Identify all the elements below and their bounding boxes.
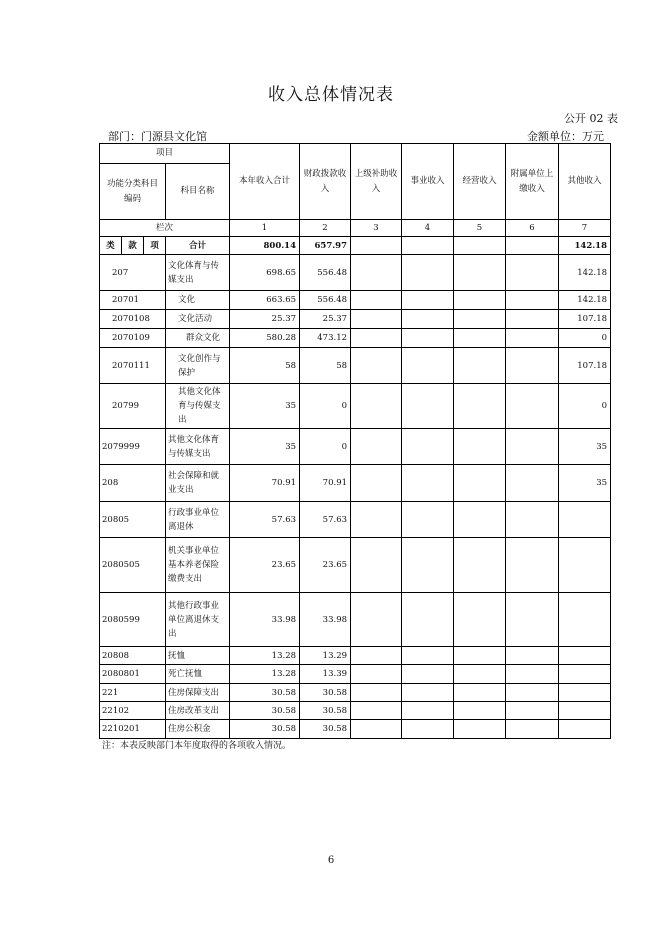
row-operating [454, 593, 506, 647]
row-affiliated [506, 255, 559, 291]
row-subject-name: 住房保障支出 [166, 684, 230, 702]
form-number: 公开 02 表 [564, 112, 618, 125]
row-business [402, 348, 454, 384]
sum-total: 800.14 [230, 237, 300, 255]
row-other [559, 502, 611, 538]
row-affiliated [506, 593, 559, 647]
row-fiscal: 556.48 [300, 255, 351, 291]
row-business [402, 255, 454, 291]
row-subject-name: 其他文化体育与传媒支出 [166, 384, 230, 429]
row-business [402, 684, 454, 702]
table-row [100, 538, 611, 593]
row-upper [351, 593, 402, 647]
table-row [100, 702, 611, 720]
row-subject-name: 抚恤 [166, 647, 230, 665]
row-operating [454, 720, 506, 739]
row-operating [454, 291, 506, 310]
row-subject-name: 其他行政事业单位离退休支出 [166, 593, 230, 647]
row-fiscal: 13.39 [300, 665, 351, 684]
page-number: 6 [327, 855, 335, 866]
row-subject-name: 社会保障和就业支出 [166, 465, 230, 502]
row-operating [454, 310, 506, 329]
row-affiliated [506, 502, 559, 538]
row-subject-name: 机关事业单位基本养老保险缴费支出 [166, 538, 230, 593]
row-business [402, 502, 454, 538]
table-row [100, 310, 611, 329]
row-upper [351, 647, 402, 665]
row-fiscal: 33.98 [300, 593, 351, 647]
row-subject-name: 其他文化体育与传媒支出 [166, 429, 230, 465]
sum-operating [454, 237, 506, 255]
row-other [559, 593, 611, 647]
row-upper [351, 465, 402, 502]
row-total: 13.28 [230, 665, 300, 684]
row-upper [351, 429, 402, 465]
row-fiscal: 473.12 [300, 329, 351, 348]
row-operating [454, 684, 506, 702]
row-operating [454, 384, 506, 429]
row-total: 58 [230, 348, 300, 384]
row-code: 221 [100, 684, 166, 702]
header-total: 本年收入合计 [230, 144, 300, 220]
row-business [402, 291, 454, 310]
row-business [402, 702, 454, 720]
row-upper [351, 291, 402, 310]
income-table [99, 143, 611, 739]
row-fiscal: 58 [300, 348, 351, 384]
row-upper [351, 538, 402, 593]
row-upper [351, 665, 402, 684]
table-row [100, 684, 611, 702]
row-affiliated [506, 684, 559, 702]
row-code: 2070109 [100, 329, 166, 348]
sum-fiscal: 657.97 [300, 237, 351, 255]
row-code: 22102 [100, 702, 166, 720]
col-num: 5 [454, 220, 506, 237]
row-business [402, 310, 454, 329]
header-lei: 类 [100, 237, 122, 255]
row-total: 663.65 [230, 291, 300, 310]
row-other: 35 [559, 429, 611, 465]
row-fiscal: 556.48 [300, 291, 351, 310]
row-business [402, 647, 454, 665]
header-item: 项目 [100, 144, 230, 164]
header-fiscal: 财政拨款收入 [300, 144, 351, 220]
col-num: 3 [351, 220, 402, 237]
row-total: 13.28 [230, 647, 300, 665]
row-fiscal: 25.37 [300, 310, 351, 329]
amount-unit-label: 金额单位：万元 [527, 130, 604, 143]
row-code: 20808 [100, 647, 166, 665]
row-business [402, 329, 454, 348]
row-other: 107.18 [559, 310, 611, 329]
row-upper [351, 348, 402, 384]
header-xiang: 项 [144, 237, 166, 255]
table-row [100, 255, 611, 291]
row-code: 208 [100, 465, 166, 502]
row-subject-name: 住房公积金 [166, 720, 230, 739]
row-other [559, 665, 611, 684]
sum-affiliated [506, 237, 559, 255]
row-operating [454, 665, 506, 684]
col-num: 6 [506, 220, 559, 237]
row-total: 33.98 [230, 593, 300, 647]
table-row [100, 384, 611, 429]
row-operating [454, 502, 506, 538]
row-total: 698.65 [230, 255, 300, 291]
row-affiliated [506, 384, 559, 429]
row-code: 2070108 [100, 310, 166, 329]
row-fiscal: 70.91 [300, 465, 351, 502]
row-affiliated [506, 665, 559, 684]
row-code: 2210201 [100, 720, 166, 739]
row-operating [454, 255, 506, 291]
header-business: 事业收入 [402, 144, 454, 220]
sum-label: 合计 [166, 237, 230, 255]
row-upper [351, 329, 402, 348]
row-total: 35 [230, 384, 300, 429]
row-business [402, 429, 454, 465]
row-total: 580.28 [230, 329, 300, 348]
row-fiscal: 23.65 [300, 538, 351, 593]
row-business [402, 593, 454, 647]
row-upper [351, 310, 402, 329]
row-total: 30.58 [230, 702, 300, 720]
row-other [559, 538, 611, 593]
row-other [559, 647, 611, 665]
row-code: 2080599 [100, 593, 166, 647]
page-title: 收入总体情况表 [268, 85, 394, 105]
row-affiliated [506, 291, 559, 310]
row-fiscal: 57.63 [300, 502, 351, 538]
row-fiscal: 0 [300, 384, 351, 429]
sum-upper [351, 237, 402, 255]
row-other [559, 720, 611, 739]
row-subject-name: 文化体育与传媒支出 [166, 255, 230, 291]
row-upper [351, 684, 402, 702]
row-affiliated [506, 647, 559, 665]
row-code: 2080505 [100, 538, 166, 593]
row-other: 142.18 [559, 255, 611, 291]
header-affiliated: 附属单位上缴收入 [506, 144, 559, 220]
row-operating [454, 429, 506, 465]
department-label: 部门：门源县文化馆 [108, 130, 207, 143]
header-kuan: 款 [122, 237, 144, 255]
row-subject-name: 住房改革支出 [166, 702, 230, 720]
col-num: 4 [402, 220, 454, 237]
table-row [100, 593, 611, 647]
row-other: 107.18 [559, 348, 611, 384]
header-subject-name: 科目名称 [166, 164, 230, 220]
row-fiscal: 13.29 [300, 647, 351, 665]
row-affiliated [506, 538, 559, 593]
row-total: 30.58 [230, 684, 300, 702]
row-code: 20701 [100, 291, 166, 310]
sum-other: 142.18 [559, 237, 611, 255]
row-code: 20799 [100, 384, 166, 429]
row-other: 0 [559, 384, 611, 429]
header-func-code: 功能分类科目编码 [100, 164, 166, 220]
row-subject-name: 文化活动 [166, 310, 230, 329]
row-affiliated [506, 348, 559, 384]
row-business [402, 538, 454, 593]
row-business [402, 384, 454, 429]
row-affiliated [506, 310, 559, 329]
row-other [559, 702, 611, 720]
row-total: 70.91 [230, 465, 300, 502]
row-subject-name: 行政事业单位离退休 [166, 502, 230, 538]
table-row [100, 720, 611, 739]
row-operating [454, 647, 506, 665]
row-code: 20805 [100, 502, 166, 538]
header-operating: 经营收入 [454, 144, 506, 220]
row-upper [351, 720, 402, 739]
row-fiscal: 30.58 [300, 702, 351, 720]
row-other: 35 [559, 465, 611, 502]
row-business [402, 665, 454, 684]
col-num: 1 [230, 220, 300, 237]
row-upper [351, 702, 402, 720]
row-upper [351, 502, 402, 538]
row-operating [454, 465, 506, 502]
table-row [100, 647, 611, 665]
row-affiliated [506, 429, 559, 465]
row-code: 207 [100, 255, 166, 291]
table-row [100, 429, 611, 465]
row-upper [351, 384, 402, 429]
row-subject-name: 群众文化 [166, 329, 230, 348]
row-affiliated [506, 465, 559, 502]
row-total: 57.63 [230, 502, 300, 538]
table-row [100, 502, 611, 538]
row-total: 25.37 [230, 310, 300, 329]
row-affiliated [506, 720, 559, 739]
table-row [100, 465, 611, 502]
row-other: 142.18 [559, 291, 611, 310]
row-other [559, 684, 611, 702]
row-operating [454, 702, 506, 720]
row-code: 2080801 [100, 665, 166, 684]
row-operating [454, 329, 506, 348]
row-affiliated [506, 702, 559, 720]
row-subject-name: 文化创作与保护 [166, 348, 230, 384]
table-row [100, 291, 611, 310]
table-row [100, 348, 611, 384]
table-row [100, 665, 611, 684]
row-code: 2079999 [100, 429, 166, 465]
row-subject-name: 死亡抚恤 [166, 665, 230, 684]
row-business [402, 720, 454, 739]
col-num: 2 [300, 220, 351, 237]
col-num: 7 [559, 220, 611, 237]
row-total: 35 [230, 429, 300, 465]
row-code: 2070111 [100, 348, 166, 384]
row-affiliated [506, 329, 559, 348]
row-fiscal: 0 [300, 429, 351, 465]
row-subject-name: 文化 [166, 291, 230, 310]
row-operating [454, 538, 506, 593]
row-total: 30.58 [230, 720, 300, 739]
row-total: 23.65 [230, 538, 300, 593]
table-note: 注：本表反映部门本年度取得的各项收入情况。 [102, 741, 292, 751]
row-fiscal: 30.58 [300, 720, 351, 739]
header-lanci: 栏次 [100, 220, 230, 237]
row-business [402, 465, 454, 502]
row-other: 0 [559, 329, 611, 348]
header-other: 其他收入 [559, 144, 611, 220]
table-row [100, 329, 611, 348]
row-fiscal: 30.58 [300, 684, 351, 702]
row-upper [351, 255, 402, 291]
row-operating [454, 348, 506, 384]
sum-business [402, 237, 454, 255]
header-upper: 上级补助收入 [351, 144, 402, 220]
